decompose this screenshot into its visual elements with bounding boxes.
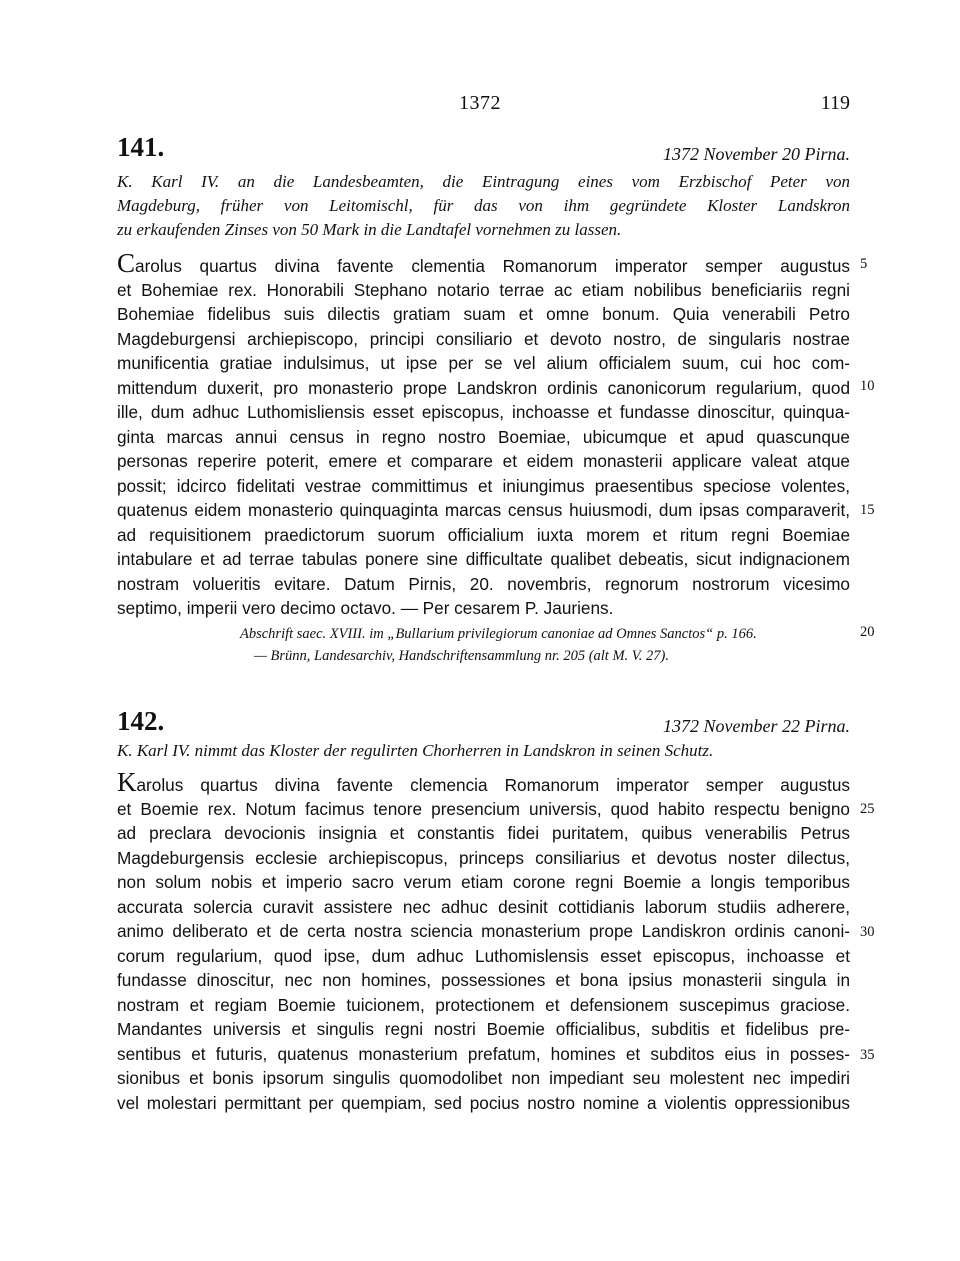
text-line: personas reperire poterit, emere et comparare et eidem monasterii applicare valeat atque	[117, 451, 850, 471]
text-line: Magdeburgensis ecclesie archiepiscopus, princeps consiliarius et devotus noster dilectus,	[117, 847, 850, 868]
running-head-year: 1372	[459, 92, 501, 114]
line-number: 20	[860, 624, 875, 640]
initial-letter: K	[117, 767, 137, 797]
text-line: vel molestari permittant per quempiam, sed pocius nostro nomine a violentis oppressionibus	[117, 1092, 850, 1113]
charter-text	[117, 767, 850, 1115]
text-line-content: arolus quartus divina favente clementia Romanorum imperator semper augustus	[135, 256, 850, 276]
text-line: intabulare et ad terrae tabulas ponere sine difficultate qualibet debeatis, sicut indignacionem	[117, 549, 850, 569]
document-number: 141.	[117, 132, 165, 162]
text-line: Bohemiae fidelibus suis dilectis gratiam suam et omne bonum. Quia venerabili Petro	[117, 304, 850, 324]
line-number: 10	[860, 378, 875, 394]
text-line-content: arolus quartus divina favente clemencia Romanorum imperator semper augustus	[136, 775, 850, 795]
text-line: fundasse dinoscitur, nec non homines, possessiones et bona ipsius monasterii singula in	[117, 970, 850, 990]
line-number: 5	[860, 256, 868, 272]
regest-line: Magdeburg, früher von Leitomischl, für das von ihm gegründete Kloster Landskron	[117, 196, 850, 215]
line-number: 30	[860, 924, 875, 940]
text-line: accurata solercia curavit assistere nec adhuc desinit cottidianis laborum studiis adherere,	[117, 896, 850, 917]
text-line: septimo, imperii vero decimo octavo. — Per cesarem P. Jauriens.	[117, 598, 614, 618]
page-number: 119	[820, 92, 850, 114]
regest	[117, 739, 850, 763]
apparatus	[240, 623, 850, 667]
text-line: ille, dum adhuc Luthomisliensis esset episcopus, inchoasse et fundasse dinoscitur, quinqua-	[117, 402, 850, 422]
text-line: quatenus eidem monasterio quinquaginta marcas census huiusmodi, dum ipsas comparaverit,	[117, 500, 850, 520]
text-line: ad requisitionem praedictorum suorum officialium iuxta morem et ritum regni Boemiae	[117, 524, 850, 545]
text-line: possit; idcirco fidelitati vestrae committimus et iniungimus praesentibus speciose volentes,	[117, 475, 850, 496]
document-date: 1372 November 20 Pirna.	[663, 144, 850, 164]
text-line: nostram volueritis evitare. Datum Pirnis, 20. novembris, regnorum nostrorum vicesimo	[117, 573, 850, 594]
initial-letter: C	[117, 248, 136, 278]
text-line: mittendum duxerit, pro monasterio prope Landskron ordinis canonicorum regularium, quod	[117, 377, 850, 398]
text-line: et Bohemiae rex. Honorabili Stephano notario terrae ac etiam nobilibus beneficiariis regni	[117, 279, 850, 300]
regest-line: K. Karl IV. nimmt das Kloster der regulirten Chorherren in Landskron in seinen Schutz.	[117, 741, 714, 760]
text-line: ad preclara devocionis insignia et constantis fidei puritatem, quibus venerabilis Petrus	[117, 823, 850, 843]
text-line: animo deliberato et de certa nostra sciencia monasterium prope Landiskron ordinis canoni-	[117, 921, 850, 941]
line-number: 15	[860, 502, 875, 518]
document-number: 142.	[117, 706, 165, 736]
text-line: munificentia gratiae indulsimus, ut ipse per se vel alium officialem suum, cui hoc com-	[117, 353, 850, 373]
text-line: sionibus et bonis ipsorum singulis quomodolibet non impediant seu molestent nec impediri	[117, 1068, 850, 1088]
text-line: sentibus et futuris, quatenus monasterium prefatum, homines et subditos eius in posses-	[117, 1043, 850, 1064]
document-date: 1372 November 22 Pirna.	[663, 716, 850, 736]
regest-line: K. Karl IV. an die Landesbeamten, die Eintragung eines vom Erzbischof Peter von	[117, 172, 850, 191]
text-line: nostram et regiam Boemie tuicionem, protectionem et defensionem suscepimus graciose.	[117, 994, 850, 1015]
text-line	[117, 248, 850, 278]
text-line: non solum nobis et imperio sacro verum etiam corone regni Boemie a longis temporibus	[117, 872, 850, 892]
text-line: et Boemie rex. Notum facimus tenore presencium universis, quod habito respectu benigno	[117, 798, 850, 819]
charter-text	[117, 248, 850, 621]
text-line: Mandantes universis et singulis regni nostri Boemie officialibus, subditis et fidelibus pre-	[117, 1019, 850, 1039]
text-line: ginta marcas annui census in regno nostro Boemiae, ubicumque et apud quascunque	[117, 426, 850, 447]
text-line	[117, 767, 850, 797]
regest-line: zu erkaufenden Zinses von 50 Mark in die Landtafel vornehmen zu lassen.	[117, 220, 622, 239]
apparatus-line: Abschrift saec. XVIII. im „Bullarium privilegiorum canoniae ad Omnes Sanctos“ p. 166.	[240, 626, 757, 642]
line-number: 25	[860, 801, 875, 817]
regest	[117, 170, 850, 242]
apparatus-line: — Brünn, Landesarchiv, Handschriftensammlung nr. 205 (alt M. V. 27).	[254, 648, 669, 664]
text-line: corum regularium, quod ipse, dum adhuc Luthomislensis esset episcopus, inchoasse et	[117, 945, 850, 966]
text-line: Magdeburgensi archiepiscopo, principi consiliario et devoto nostro, de singularis nostrae	[117, 328, 850, 349]
line-number: 35	[860, 1047, 875, 1063]
